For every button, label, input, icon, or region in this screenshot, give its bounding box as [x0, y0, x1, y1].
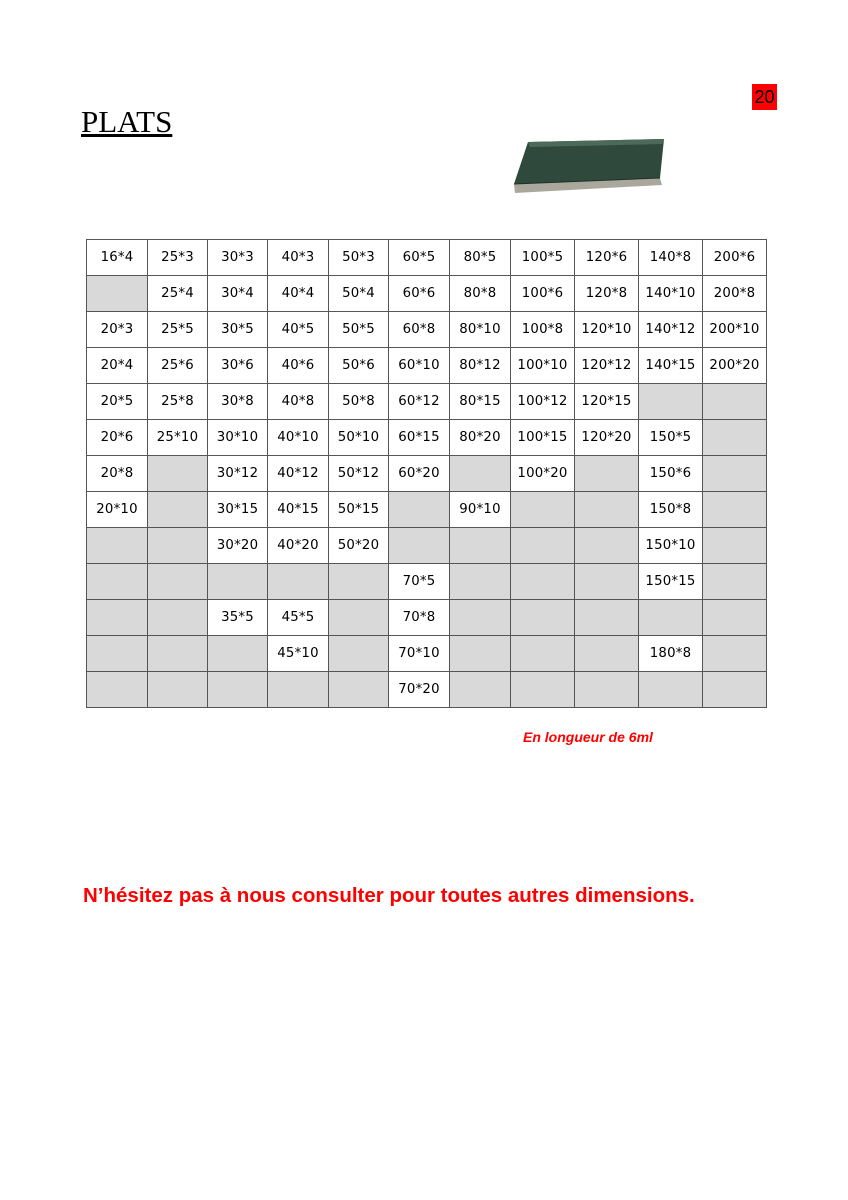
table-cell: 16*4 [87, 240, 148, 276]
table-cell: 35*5 [208, 600, 268, 636]
table-cell: 60*10 [389, 348, 450, 384]
table-cell: 180*8 [639, 636, 703, 672]
table-cell: 100*10 [511, 348, 575, 384]
table-cell: 20*5 [87, 384, 148, 420]
table-cell: 30*15 [208, 492, 268, 528]
table-cell: 100*12 [511, 384, 575, 420]
table-cell [703, 636, 767, 672]
table-cell [208, 636, 268, 672]
table-cell: 150*10 [639, 528, 703, 564]
table-cell: 140*12 [639, 312, 703, 348]
flat-bar-image [512, 138, 664, 198]
table-cell: 50*10 [329, 420, 389, 456]
table-cell: 100*8 [511, 312, 575, 348]
table-cell: 40*20 [268, 528, 329, 564]
table-cell: 20*10 [87, 492, 148, 528]
table-cell: 50*5 [329, 312, 389, 348]
table-cell [329, 564, 389, 600]
table-cell [148, 456, 208, 492]
table-cell: 25*6 [148, 348, 208, 384]
table-cell [329, 600, 389, 636]
table-cell [639, 600, 703, 636]
table-cell: 40*6 [268, 348, 329, 384]
table-row [87, 636, 767, 672]
table-cell [511, 672, 575, 708]
table-row [87, 492, 767, 528]
table-cell: 70*8 [389, 600, 450, 636]
table-cell: 70*5 [389, 564, 450, 600]
table-cell: 50*3 [329, 240, 389, 276]
table-cell [450, 636, 511, 672]
table-cell: 25*5 [148, 312, 208, 348]
table-cell [575, 636, 639, 672]
table-cell: 100*5 [511, 240, 575, 276]
table-cell: 80*10 [450, 312, 511, 348]
table-cell [703, 420, 767, 456]
table-row [87, 420, 767, 456]
table-row [87, 384, 767, 420]
table-cell [87, 564, 148, 600]
table-cell: 30*8 [208, 384, 268, 420]
table-cell: 25*10 [148, 420, 208, 456]
table-cell [511, 600, 575, 636]
table-cell: 70*10 [389, 636, 450, 672]
table-cell [268, 672, 329, 708]
table-cell [450, 600, 511, 636]
table-cell [575, 492, 639, 528]
table-cell: 40*12 [268, 456, 329, 492]
table-cell [148, 636, 208, 672]
table-cell: 200*10 [703, 312, 767, 348]
table-cell [389, 492, 450, 528]
table-cell [703, 492, 767, 528]
table-cell: 40*10 [268, 420, 329, 456]
table-cell [639, 672, 703, 708]
table-cell: 150*15 [639, 564, 703, 600]
table-cell [575, 456, 639, 492]
table-cell [450, 564, 511, 600]
table-cell [87, 528, 148, 564]
table-cell: 30*3 [208, 240, 268, 276]
table-cell [511, 636, 575, 672]
table-cell [268, 564, 329, 600]
table-cell: 120*12 [575, 348, 639, 384]
table-cell: 120*6 [575, 240, 639, 276]
table-cell: 50*20 [329, 528, 389, 564]
table-cell: 25*3 [148, 240, 208, 276]
table-cell: 20*6 [87, 420, 148, 456]
table-cell [703, 672, 767, 708]
table-cell: 50*8 [329, 384, 389, 420]
table-cell: 40*8 [268, 384, 329, 420]
table-cell: 40*3 [268, 240, 329, 276]
table-row [87, 312, 767, 348]
table-cell: 30*20 [208, 528, 268, 564]
table-cell: 30*6 [208, 348, 268, 384]
table-cell: 60*20 [389, 456, 450, 492]
table-cell [208, 672, 268, 708]
table-cell: 30*10 [208, 420, 268, 456]
table-cell [87, 276, 148, 312]
table-cell [575, 528, 639, 564]
table-cell: 80*8 [450, 276, 511, 312]
table-cell [148, 600, 208, 636]
table-cell: 60*6 [389, 276, 450, 312]
table-cell: 30*12 [208, 456, 268, 492]
table-cell: 30*4 [208, 276, 268, 312]
table-row [87, 348, 767, 384]
table-cell [450, 528, 511, 564]
page-title: PLATS [81, 104, 173, 139]
table-cell: 80*15 [450, 384, 511, 420]
table-cell [148, 672, 208, 708]
table-cell [511, 528, 575, 564]
table-cell: 120*10 [575, 312, 639, 348]
table-cell [87, 600, 148, 636]
table-cell: 200*6 [703, 240, 767, 276]
table-cell [703, 528, 767, 564]
length-note: En longueur de 6ml [523, 729, 653, 745]
table-cell [329, 672, 389, 708]
table-cell: 70*20 [389, 672, 450, 708]
page-number-badge: 20 [752, 84, 777, 110]
table-cell [703, 456, 767, 492]
table-cell: 50*15 [329, 492, 389, 528]
table-row [87, 600, 767, 636]
table-cell: 90*10 [450, 492, 511, 528]
table-cell: 120*15 [575, 384, 639, 420]
dimensions-table [86, 239, 767, 708]
table-cell: 80*20 [450, 420, 511, 456]
table-cell [87, 672, 148, 708]
table-cell [208, 564, 268, 600]
table-cell: 100*20 [511, 456, 575, 492]
table-cell [511, 564, 575, 600]
table-cell: 20*3 [87, 312, 148, 348]
table-cell [329, 636, 389, 672]
table-cell [148, 528, 208, 564]
table-cell [575, 564, 639, 600]
table-cell [703, 564, 767, 600]
table-row [87, 564, 767, 600]
table-cell: 50*12 [329, 456, 389, 492]
table-cell [703, 600, 767, 636]
table-cell: 30*5 [208, 312, 268, 348]
table-cell: 40*15 [268, 492, 329, 528]
table-cell [87, 636, 148, 672]
table-cell: 60*12 [389, 384, 450, 420]
table-cell [148, 492, 208, 528]
table-cell: 80*12 [450, 348, 511, 384]
table-cell: 100*6 [511, 276, 575, 312]
table-cell: 150*6 [639, 456, 703, 492]
table-cell: 140*15 [639, 348, 703, 384]
table-row [87, 276, 767, 312]
table-cell [450, 456, 511, 492]
table-cell [703, 384, 767, 420]
table-cell: 20*8 [87, 456, 148, 492]
table-cell: 45*10 [268, 636, 329, 672]
table-cell [148, 564, 208, 600]
table-cell: 200*20 [703, 348, 767, 384]
table-cell: 140*8 [639, 240, 703, 276]
table-cell: 150*8 [639, 492, 703, 528]
table-cell [450, 672, 511, 708]
table-cell: 140*10 [639, 276, 703, 312]
table-cell: 120*20 [575, 420, 639, 456]
table-cell: 150*5 [639, 420, 703, 456]
table-cell: 120*8 [575, 276, 639, 312]
table-row [87, 240, 767, 276]
table-row [87, 528, 767, 564]
table-cell [389, 528, 450, 564]
consult-notice: N’hésitez pas à nous consulter pour toutes autres dimensions. [83, 884, 695, 907]
table-cell: 40*5 [268, 312, 329, 348]
table-cell: 20*4 [87, 348, 148, 384]
table-cell: 45*5 [268, 600, 329, 636]
table-cell: 50*6 [329, 348, 389, 384]
table-row [87, 672, 767, 708]
table-cell: 80*5 [450, 240, 511, 276]
table-cell: 200*8 [703, 276, 767, 312]
table-cell: 60*5 [389, 240, 450, 276]
table-cell: 60*15 [389, 420, 450, 456]
table-cell [575, 672, 639, 708]
table-cell [511, 492, 575, 528]
table-cell: 100*15 [511, 420, 575, 456]
table-cell: 40*4 [268, 276, 329, 312]
table-cell [575, 600, 639, 636]
table-cell: 25*8 [148, 384, 208, 420]
table-cell: 60*8 [389, 312, 450, 348]
table-cell: 50*4 [329, 276, 389, 312]
table-cell [639, 384, 703, 420]
table-row [87, 456, 767, 492]
table-cell: 25*4 [148, 276, 208, 312]
